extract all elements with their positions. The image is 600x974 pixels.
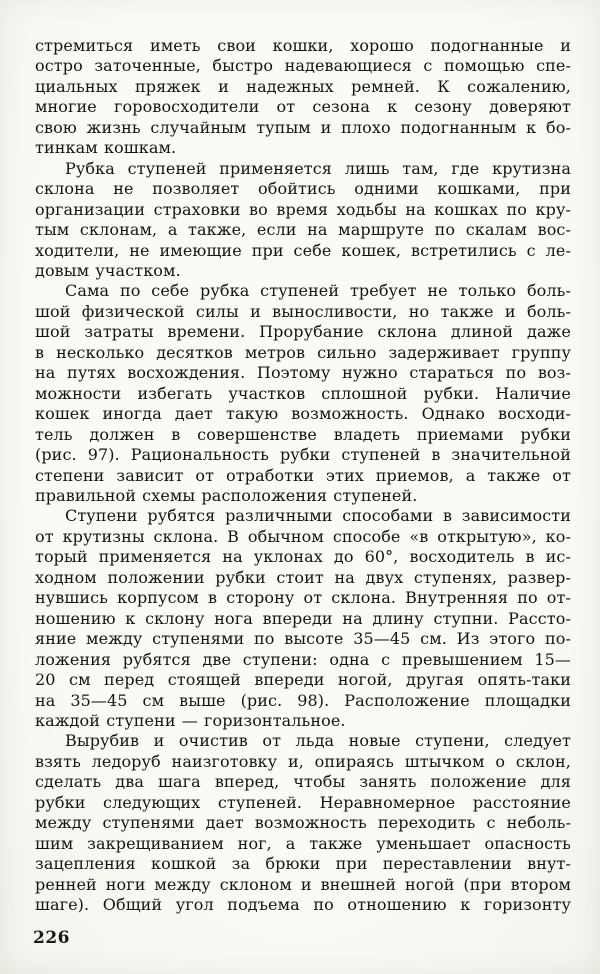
paragraph [35,506,571,731]
text-line: степени зависит от отработки этих приемов, а также от [35,465,571,485]
text-line: между ступенями дает возможность переходить с неболь- [35,813,571,833]
text-line: Рубка ступеней применяется лишь там, где крутизна [65,158,571,178]
text-line: правильной схемы расположения ступеней. [35,485,418,505]
text-line: сделать два шага вперед, чтобы занять положение для [35,772,571,792]
paragraph [35,731,571,915]
text-line: ренней ноги между склоном и внешней ногой (при втором [35,874,571,894]
text-line: от крутизны склона. В обычном способе «в открытую», ко- [35,526,571,546]
text-line: нувшись корпусом в сторону от склона. Внутренняя по от- [35,588,571,608]
text-line: многие горовосходители от сезона к сезону доверяют [35,97,571,117]
text-line: 20 см перед стоящей впереди ногой, другая опять-таки [35,670,571,690]
text-line: стремиться иметь свои кошки, хорошо подогнанные и [35,36,571,55]
paragraph [35,159,571,282]
paragraph [35,36,571,159]
text-line: тым склонам, а также, если на маршруте по скалам вос- [35,220,571,240]
text-line: на путях восхождения. Поэтому нужно стараться по воз- [35,363,571,383]
text-line: взять ледоруб наизготовку и, опираясь штычком о склон, [35,751,571,771]
text-line: яние между ступенями по высоте 35—45 см. Из этого по- [35,629,571,649]
text-line: кошек иногда дает такую возможность. Однако восходи- [35,404,571,424]
page-number: 226 [33,928,70,948]
text-line: тинкам кошкам. [35,138,177,158]
text-line: торый применяется на уклонах до 60°, восходитель в ис- [35,547,571,567]
text-line: можности избегать участков сплошной рубки. Наличие [35,383,571,403]
text-line: циальных пряжек и надежных ремней. К сожалению, [35,76,571,96]
paragraph [35,281,571,506]
text-line: Сама по себе рубка ступеней требует не только боль- [65,281,571,301]
text-line: довым участком. [35,260,181,280]
page-text [35,36,571,915]
text-line: шой затраты времени. Прорубание склона длиной даже [35,322,571,342]
text-line: ношению к склону нога впереди на длину ступни. Рассто- [35,608,571,628]
text-line: остро заточенные, быстро надевающиеся с помощью спе- [35,56,571,76]
text-line: тель должен в совершенстве владеть приемами рубки [35,424,571,444]
text-line: на 35—45 см выше (рис. 98). Расположение площадки [35,690,571,710]
text-line: склона не позволяет обойтись одними кошками, при [35,179,571,199]
text-line: ложения рубятся две ступени: одна с превышением 15— [35,649,571,669]
text-line: шаге). Общий угол подъема по отношению к горизонту [35,895,571,915]
text-line: (рис. 97). Рациональность рубки ступеней в значительной [35,445,571,465]
text-line: организации страховки во время ходьбы на кошках по кру- [35,199,571,219]
text-line: зацепления кошкой за брюки при переставлении внут- [35,854,571,874]
text-line: рубки следующих ступеней. Неравномерное расстояние [35,792,571,812]
text-line: шим закрещиванием ног, а также уменьшает опасность [35,833,571,853]
text-line: свою жизнь случайным тупым и плохо подогнанным к бо- [35,117,571,137]
text-line: в несколько десятков метров сильно задерживает группу [35,342,571,362]
text-line: каждой ступени — горизонтальное. [35,710,346,730]
text-line: Ступени рубятся различными способами в зависимости [65,506,571,526]
text-line: Вырубив и очистив от льда новые ступени, следует [65,731,571,751]
text-line: ходном положении рубки стоит на двух ступенях, развер- [35,567,571,587]
text-line: шой физической силы и выносливости, но также и боль- [35,301,571,321]
text-line: ходители, не имеющие при себе кошек, встретились с ле- [35,240,571,260]
